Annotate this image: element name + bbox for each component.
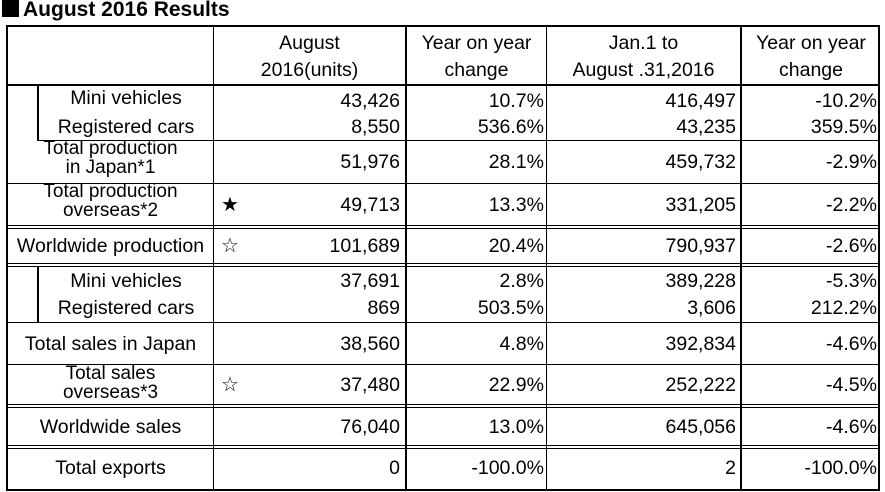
cell-yoy2: -5.3% xyxy=(826,270,877,292)
cell-ytd: 392,834 xyxy=(665,333,736,355)
row-line-worldwide-prod-bottom2 xyxy=(6,266,880,267)
cell-ytd: 790,937 xyxy=(665,235,736,257)
cell-august: 37,480 xyxy=(340,374,400,396)
cell-ytd: 252,222 xyxy=(665,374,736,396)
header-yoy2 xyxy=(742,30,880,84)
page-title-text: August 2016 Results xyxy=(23,0,230,21)
cell-august: 43,426 xyxy=(340,90,400,112)
cell-ytd: 2 xyxy=(725,457,736,479)
cell-yoy1: 13.3% xyxy=(488,194,544,216)
cell-yoy2: -2.9% xyxy=(826,151,877,173)
cell-yoy1: 22.9% xyxy=(488,374,544,396)
cell-yoy2: -10.2% xyxy=(815,90,877,112)
cell-yoy1: -100.0% xyxy=(471,457,544,479)
cell-ytd: 416,497 xyxy=(665,90,736,112)
cell-ytd: 3,606 xyxy=(687,297,736,319)
cell-yoy1: 13.0% xyxy=(488,416,544,438)
row-label xyxy=(8,364,213,402)
row-label-line2: overseas*3 xyxy=(62,382,159,403)
page-title xyxy=(2,0,230,23)
row-label-line1: Total production xyxy=(43,181,178,202)
row-line-header xyxy=(6,84,880,86)
row-line-worldwide-prod-top xyxy=(6,225,880,226)
cell-ytd: 389,228 xyxy=(665,270,736,292)
cell-yoy1: 20.4% xyxy=(488,235,544,257)
header-august-line2: 2016(units) xyxy=(260,59,359,81)
row-line-exports-top xyxy=(6,445,880,446)
row-label-line1: Total production xyxy=(43,138,178,159)
cell-yoy1: 2.8% xyxy=(499,270,544,292)
row-label xyxy=(8,182,213,220)
header-ytd-line1: Jan.1 to xyxy=(608,32,679,54)
row-label: Registered cars xyxy=(57,116,195,138)
cell-august: 38,560 xyxy=(340,333,400,355)
cell-yoy1: 10.7% xyxy=(488,90,544,112)
cell-august: 8,550 xyxy=(351,116,400,138)
black-star-icon: ★ xyxy=(221,194,239,216)
header-ytd-line2: August .31,2016 xyxy=(572,59,715,81)
cell-august: 49,713 xyxy=(340,194,400,216)
cell-yoy1: 536.6% xyxy=(477,116,544,138)
row-label: Mini vehicles xyxy=(70,270,182,292)
row-line-worldwide-prod-top2 xyxy=(6,228,880,229)
row-label: Worldwide sales xyxy=(39,416,182,438)
cell-august: 869 xyxy=(367,297,400,319)
cell-yoy2: -2.6% xyxy=(826,235,877,257)
header-august xyxy=(214,30,405,84)
header-yoy1 xyxy=(407,30,546,84)
header-yoy1-line2: change xyxy=(444,59,509,81)
cell-august: 37,691 xyxy=(340,270,400,292)
cell-yoy1: 503.5% xyxy=(477,297,544,319)
cell-yoy2: -100.0% xyxy=(804,457,877,479)
cell-yoy2: -4.5% xyxy=(826,374,877,396)
cell-august: 0 xyxy=(389,457,400,479)
row-label-line1: Total sales xyxy=(65,363,156,384)
header-ytd xyxy=(547,30,740,84)
cell-august: 101,689 xyxy=(329,235,400,257)
white-star-icon: ☆ xyxy=(221,235,239,257)
cell-ytd: 43,235 xyxy=(676,116,736,138)
row-label: Registered cars xyxy=(57,297,195,319)
header-yoy2-line1: Year on year xyxy=(756,32,866,54)
black-square-icon xyxy=(2,0,19,17)
header-yoy2-line2: change xyxy=(779,59,843,81)
row-label-line2: in Japan*1 xyxy=(65,157,156,178)
cell-august: 51,976 xyxy=(340,151,400,173)
row-line-worldwide-sales-top xyxy=(6,404,880,405)
cell-yoy2: -4.6% xyxy=(826,333,877,355)
row-label: Worldwide production xyxy=(16,235,205,257)
row-label: Total sales in Japan xyxy=(24,333,197,355)
cell-ytd: 459,732 xyxy=(665,151,736,173)
row-label: Total exports xyxy=(55,457,166,479)
cell-august: 76,040 xyxy=(340,416,400,438)
header-august-line1: August xyxy=(279,32,340,54)
row-line-sales-japan-top xyxy=(6,322,880,323)
row-label xyxy=(8,139,213,177)
cell-ytd: 331,205 xyxy=(665,194,736,216)
cell-yoy1: 4.8% xyxy=(499,333,544,355)
header-yoy1-line1: Year on year xyxy=(421,32,532,54)
cell-yoy2: -2.2% xyxy=(826,194,877,216)
cell-ytd: 645,056 xyxy=(665,416,736,438)
row-label-line2: overseas*2 xyxy=(62,200,159,221)
white-star-icon: ☆ xyxy=(221,374,239,396)
row-line-worldwide-sales-top2 xyxy=(6,407,880,408)
row-label: Mini vehicles xyxy=(70,87,182,109)
row-line-exports-top2 xyxy=(6,448,880,449)
cell-yoy2: -4.6% xyxy=(826,416,877,438)
cell-yoy2: 212.2% xyxy=(810,297,877,319)
cell-yoy1: 28.1% xyxy=(488,151,544,173)
row-line-worldwide-prod-bottom xyxy=(6,263,880,264)
cell-yoy2: 359.5% xyxy=(810,116,877,138)
